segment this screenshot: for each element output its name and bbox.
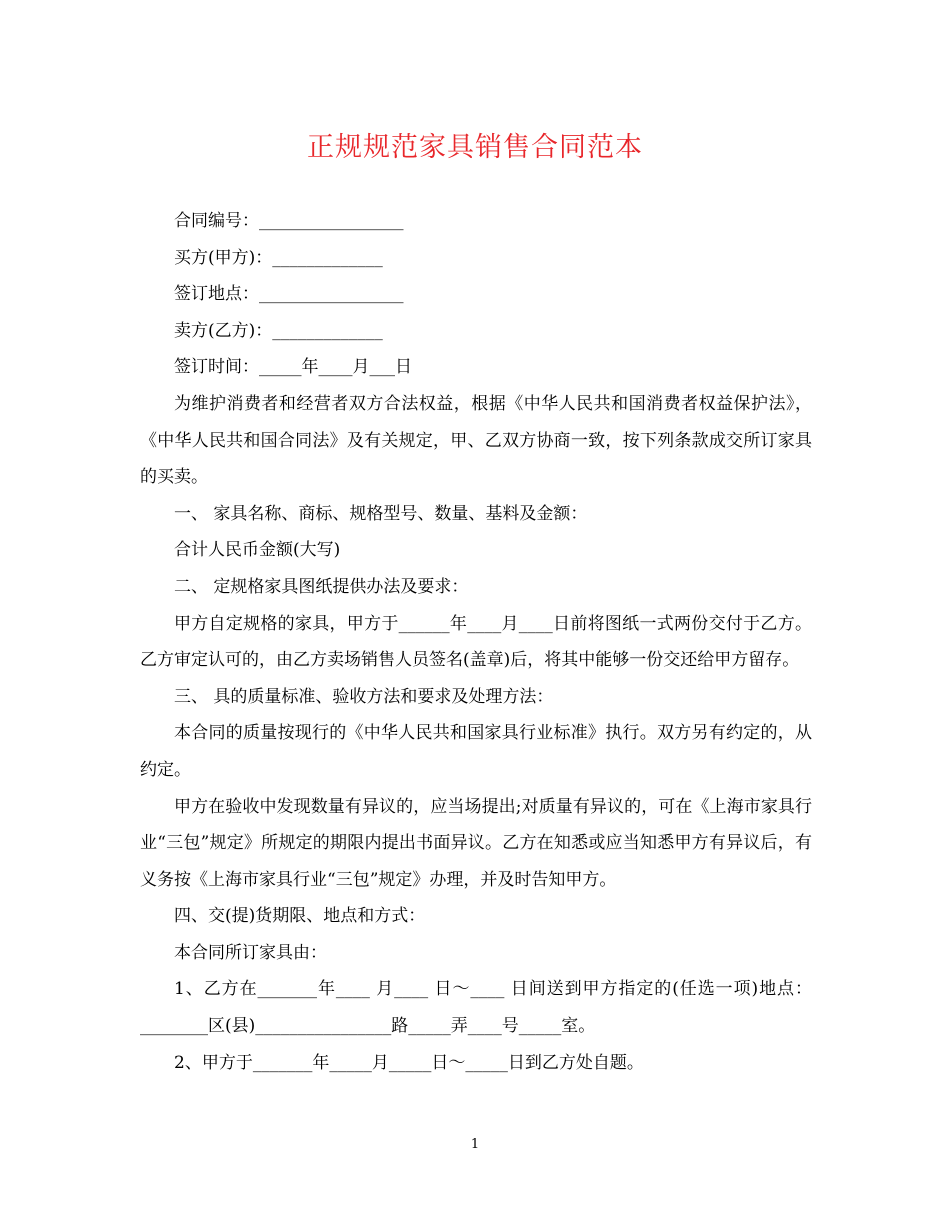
section-two-heading: 二、 定规格家具图纸提供办法及要求： <box>174 576 469 597</box>
delivery-option-one: 1、乙方在_______年____ 月____ 日～____ 日间送到甲方指定的(任选一项)地点：________区(县)________________路_____弄____号_____室。 <box>140 979 812 1037</box>
section-one-heading: 一、 家具名称、商标、规格型号、数量、基料及金额： <box>174 503 588 524</box>
delivery-option-two: 2、甲方于_______年_____月_____日～_____日到乙方处自题。 <box>174 1052 644 1073</box>
page-number: 1 <box>470 1137 480 1152</box>
total-amount-line: 合计人民币金额(大写) <box>174 540 341 561</box>
signing-place-field: 签订地点：_________________ <box>174 284 404 305</box>
document-title: 正规规范家具销售合同范本 <box>307 132 643 163</box>
contract-number-field: 合同编号：_________________ <box>174 211 404 231</box>
quality-standard-paragraph: 本合同的质量按现行的《中华人民共和国家具行业标准》执行。双方另有约定的，从约定。 <box>140 723 812 780</box>
buyer-field: 买方(甲方)：_____________ <box>174 247 383 268</box>
section-four-heading: 四、交(提)货期限、地点和方式： <box>174 906 426 927</box>
objection-paragraph: 甲方在验收中发现数量有异议的，应当场提出;对质量有异议的，可在《上海市家具行业“三包”规定》所规定的期限内提出书面异议。乙方在知悉或应当知悉甲方有异议后，有义务按《上海市家具行业“三包”规定》办理，并及时告知甲方。 <box>140 796 812 890</box>
contract-body <box>140 203 812 1081</box>
seller-field: 卖方(乙方)：_____________ <box>174 320 383 341</box>
drawing-provision-paragraph: 甲方自定规格的家具，甲方于______年____月____日前将图纸一式两份交付于乙方。乙方审定认可的，由乙方卖场销售人员签名(盖章)后，将其中能够一份交还给甲方留存。 <box>140 613 812 671</box>
section-three-heading: 三、 具的质量标准、验收方法和要求及处理方法： <box>174 686 554 707</box>
signing-date-field: 签订时间：_____年____月___日 <box>174 357 412 378</box>
preamble-paragraph: 为维护消费者和经营者双方合法权益，根据《中华人民共和国消费者权益保护法》，《中华人民共和国合同法》及有关规定，甲、乙双方协商一致，按下列条款成交所订家具的买卖。 <box>140 393 812 488</box>
delivery-intro-line: 本合同所订家具由： <box>174 942 327 963</box>
